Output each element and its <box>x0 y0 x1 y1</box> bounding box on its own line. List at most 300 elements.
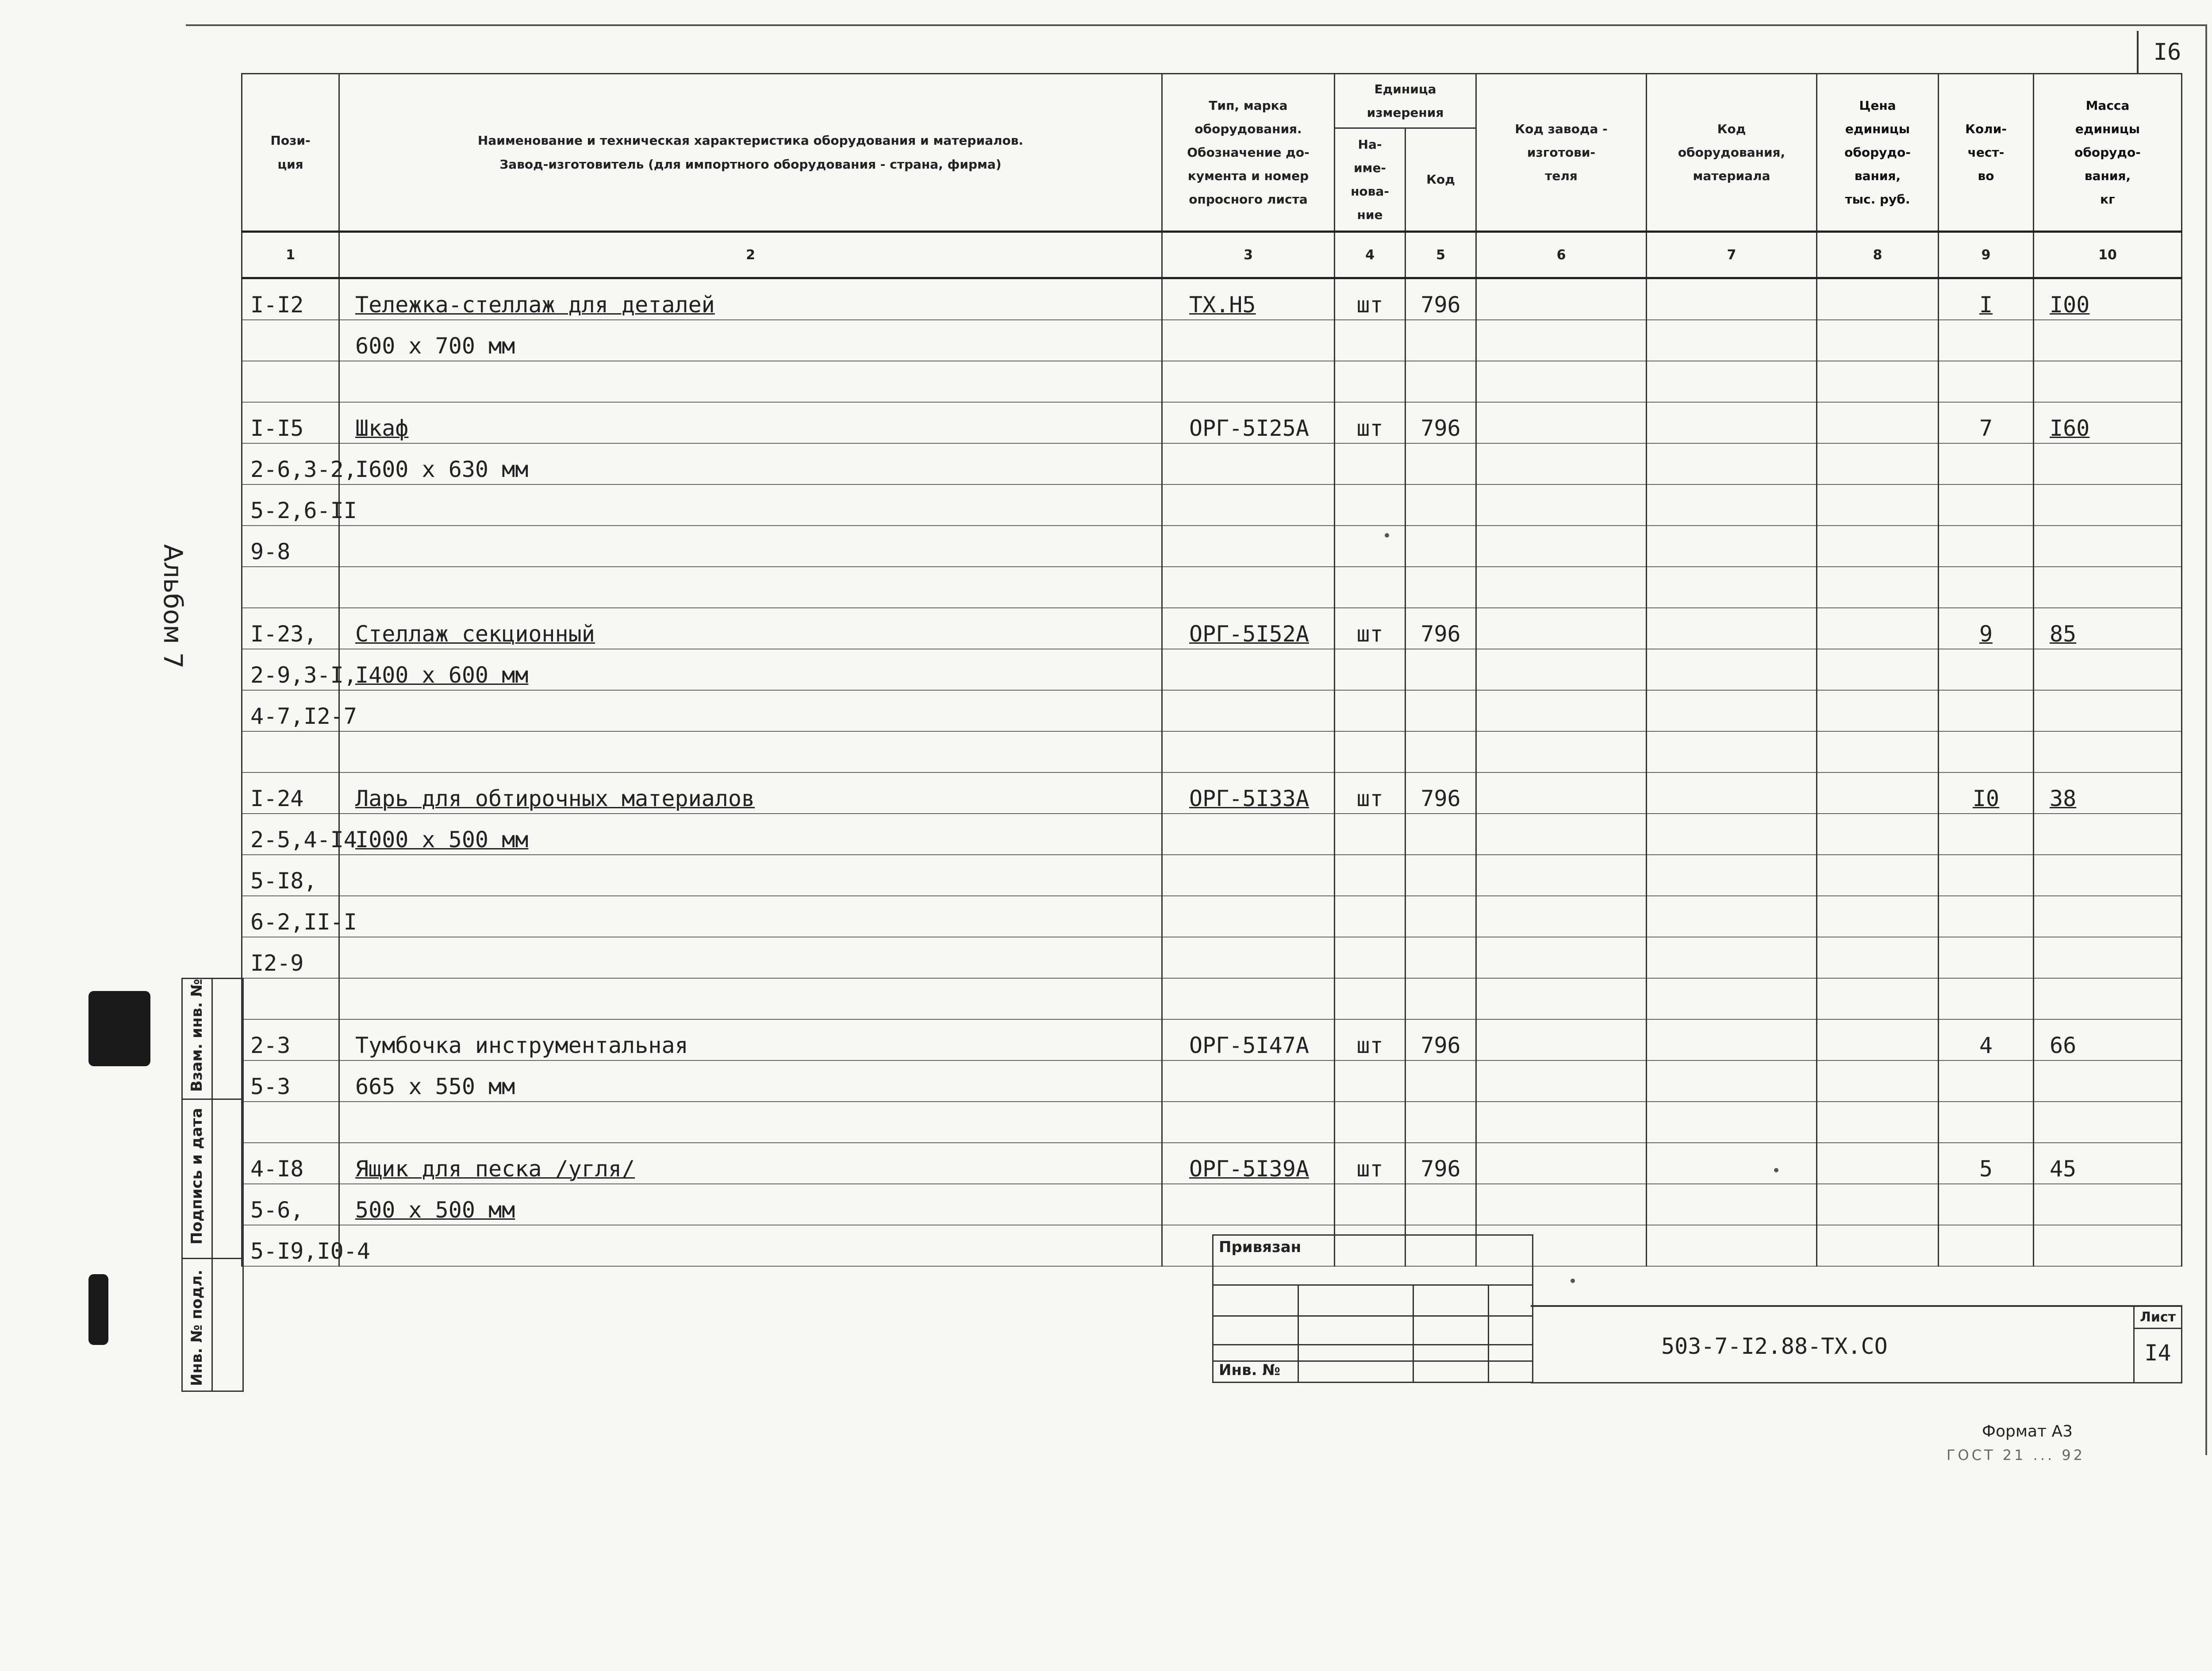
unit-code-cell-text: 796 <box>1421 1033 1461 1058</box>
maker-code-cell <box>1476 484 1647 526</box>
header-unit-code: Код <box>1406 128 1476 232</box>
column-number: 6 <box>1476 232 1647 278</box>
unit-code-cell <box>1406 896 1476 937</box>
position-cell <box>242 978 339 1019</box>
table-row <box>242 484 2182 526</box>
position-cell <box>242 1225 370 1266</box>
table-row <box>242 649 2182 690</box>
price-cell <box>1817 443 1939 484</box>
mass-cell <box>2034 567 2182 608</box>
maker-code-cell <box>1476 731 1647 772</box>
unit-name-cell <box>1335 937 1406 978</box>
unit-name-cell <box>1335 814 1406 855</box>
header-mass: Масса единицы оборудо- вания, кг <box>2034 74 2182 232</box>
stamp-column <box>1413 1284 1414 1382</box>
unit-name-cell <box>1335 1060 1406 1102</box>
position-cell-text: I2-9 <box>250 950 304 976</box>
attached-label: Привязан <box>1219 1238 1302 1256</box>
unit-name-cell-text: шт <box>1356 415 1383 441</box>
type-cell <box>1162 978 1335 1019</box>
type-cell <box>1162 649 1335 690</box>
signature-date-label: Подпись и дата <box>188 1108 206 1245</box>
stamp-column <box>1488 1284 1489 1382</box>
unit-code-cell <box>1406 567 1476 608</box>
type-cell <box>1162 1184 1335 1225</box>
type-cell <box>1162 567 1335 608</box>
mass-cell <box>2034 608 2182 649</box>
scan-speck <box>1385 533 1389 538</box>
table-row <box>242 608 2182 649</box>
equipment-code-cell <box>1647 608 1817 649</box>
type-cell <box>1162 896 1335 937</box>
sheet-box <box>2133 1307 2181 1382</box>
position-cell-text: 5-I9,I0-4 <box>250 1238 370 1264</box>
name-cell-text: Ларь для обтирочных материалов <box>355 786 755 811</box>
position-cell <box>242 484 357 526</box>
maker-code-cell <box>1476 1184 1647 1225</box>
column-number: 5 <box>1406 232 1476 278</box>
mass-cell <box>2034 978 2182 1019</box>
quantity-cell <box>1939 402 2034 443</box>
equipment-code-cell <box>1647 1102 1817 1143</box>
type-cell-text: ОРГ-5I39А <box>1189 1156 1309 1182</box>
unit-code-cell <box>1406 978 1476 1019</box>
maker-code-cell <box>1476 1019 1647 1060</box>
mass-cell <box>2034 278 2182 320</box>
position-cell-text: 5-I8, <box>250 868 317 894</box>
strip-separator-2 <box>183 1258 242 1259</box>
table-row <box>242 361 2182 402</box>
type-cell <box>1162 855 1335 896</box>
album-label: Альбом 7 <box>158 544 188 669</box>
price-cell <box>1817 608 1939 649</box>
maker-code-cell <box>1476 1060 1647 1102</box>
header-unit-group: Единица измерения <box>1335 74 1476 128</box>
quantity-cell <box>1939 978 2034 1019</box>
scan-speck <box>1774 1168 1778 1172</box>
name-cell-text: Шкаф <box>355 415 409 441</box>
position-cell-text: 6-2,II-I <box>250 909 357 935</box>
quantity-cell <box>1939 608 2034 649</box>
price-cell <box>1817 484 1939 526</box>
type-cell <box>1162 1060 1335 1102</box>
unit-code-cell <box>1406 1060 1476 1102</box>
unit-name-cell <box>1335 978 1406 1019</box>
format-label: Формат А3 <box>1982 1422 2073 1441</box>
price-cell <box>1817 278 1939 320</box>
unit-code-cell <box>1406 1019 1476 1060</box>
maker-code-cell <box>1476 608 1647 649</box>
name-cell <box>339 937 1162 978</box>
equipment-code-cell <box>1647 731 1817 772</box>
maker-code-cell <box>1476 772 1647 814</box>
header-maker-code: Код завода - изготови- теля <box>1476 74 1647 232</box>
unit-name-cell <box>1335 484 1406 526</box>
type-cell <box>1162 690 1335 731</box>
unit-code-cell <box>1406 443 1476 484</box>
position-cell <box>242 402 339 443</box>
inv-replaced-label: Взам. инв. № <box>188 979 206 1092</box>
price-cell <box>1817 649 1939 690</box>
name-cell <box>339 526 1162 567</box>
price-cell <box>1817 1225 1939 1266</box>
type-cell-text: ОРГ-5I47А <box>1189 1033 1309 1058</box>
unit-code-cell <box>1406 320 1476 361</box>
unit-code-cell <box>1406 608 1476 649</box>
type-cell-text: ОРГ-5I33А <box>1189 786 1309 811</box>
scan-blot <box>88 1274 108 1345</box>
mass-cell <box>2034 526 2182 567</box>
table-row <box>242 1225 2182 1266</box>
name-cell <box>339 484 1162 526</box>
unit-name-cell-text: шт <box>1356 786 1383 811</box>
unit-code-cell-text: 796 <box>1421 292 1461 318</box>
mass-cell <box>2034 402 2182 443</box>
equipment-code-cell <box>1647 1019 1817 1060</box>
unit-code-cell <box>1406 361 1476 402</box>
position-cell <box>242 608 339 649</box>
position-cell <box>242 443 357 484</box>
position-cell-text: 2-6,3-2, <box>250 457 357 482</box>
mass-cell <box>2034 484 2182 526</box>
column-number-row <box>242 232 2182 278</box>
maker-code-cell <box>1476 814 1647 855</box>
table-row <box>242 1143 2182 1184</box>
unit-name-cell-text: шт <box>1356 621 1383 647</box>
position-cell <box>242 731 339 772</box>
unit-code-cell <box>1406 937 1476 978</box>
unit-code-cell-text: 796 <box>1421 621 1461 647</box>
unit-name-cell <box>1335 402 1406 443</box>
header-quantity: Коли- чест- во <box>1939 74 2034 232</box>
unit-name-cell <box>1335 1143 1406 1184</box>
specification-body <box>242 278 2182 1267</box>
quantity-cell <box>1939 814 2034 855</box>
type-cell <box>1162 814 1335 855</box>
equipment-code-cell <box>1647 690 1817 731</box>
price-cell <box>1817 361 1939 402</box>
maker-code-cell <box>1476 1143 1647 1184</box>
position-cell-text: 4-I8 <box>250 1156 304 1182</box>
sheet-label: Лист <box>2135 1310 2181 1329</box>
quantity-cell-text: 5 <box>1979 1156 1993 1182</box>
table-row <box>242 1184 2182 1225</box>
unit-name-cell <box>1335 526 1406 567</box>
quantity-cell <box>1939 1184 2034 1225</box>
quantity-cell <box>1939 855 2034 896</box>
unit-code-cell-text: 796 <box>1421 1156 1461 1182</box>
quantity-cell <box>1939 1225 2034 1266</box>
unit-code-cell <box>1406 278 1476 320</box>
name-cell-text: I000 х 500 мм <box>355 827 529 853</box>
position-cell-text: 4-7,I2-7 <box>250 703 357 729</box>
quantity-cell <box>1939 361 2034 402</box>
inv-original-label: Инв. № подл. <box>188 1269 206 1386</box>
equipment-code-cell <box>1647 1060 1817 1102</box>
scan-blot <box>88 991 150 1066</box>
type-cell <box>1162 402 1335 443</box>
equipment-code-cell <box>1647 649 1817 690</box>
table-row <box>242 567 2182 608</box>
quantity-cell <box>1939 690 2034 731</box>
unit-name-cell <box>1335 608 1406 649</box>
left-approval-strip <box>181 978 244 1392</box>
table-row <box>242 731 2182 772</box>
equipment-code-cell <box>1647 361 1817 402</box>
mass-cell <box>2034 649 2182 690</box>
position-cell <box>242 772 339 814</box>
maker-code-cell <box>1476 649 1647 690</box>
position-cell-text: 5-2,6-II <box>250 498 357 523</box>
table-row <box>242 814 2182 855</box>
type-cell <box>1162 731 1335 772</box>
mass-cell <box>2034 443 2182 484</box>
position-cell-text: I-24 <box>250 786 304 811</box>
header-name-line2: Завод-изготовитель (для импортного оборудования - страна, фирма) <box>499 157 1002 172</box>
unit-code-cell <box>1406 526 1476 567</box>
name-cell <box>339 1225 1162 1266</box>
type-cell <box>1162 320 1335 361</box>
mass-cell <box>2034 896 2182 937</box>
name-cell-text: Тумбочка инструментальная <box>355 1033 688 1058</box>
price-cell <box>1817 1102 1939 1143</box>
unit-name-cell <box>1335 278 1406 320</box>
position-cell <box>242 1184 339 1225</box>
unit-code-cell <box>1406 731 1476 772</box>
attached-stamp <box>1212 1234 1533 1383</box>
quantity-cell-text: I0 <box>1972 786 2000 811</box>
name-cell-text: Тележка-стеллаж для деталей <box>355 292 715 318</box>
unit-code-cell <box>1406 649 1476 690</box>
stamp-inv-label: Инв. № <box>1219 1361 1281 1379</box>
quantity-cell <box>1939 443 2034 484</box>
maker-code-cell <box>1476 320 1647 361</box>
equipment-code-cell <box>1647 526 1817 567</box>
mass-cell <box>2034 814 2182 855</box>
equipment-code-cell <box>1647 443 1817 484</box>
equipment-code-cell <box>1647 567 1817 608</box>
position-cell-text: 5-6, <box>250 1197 304 1223</box>
table-row <box>242 937 2182 978</box>
strip-divider <box>211 979 213 1391</box>
position-cell <box>242 526 339 567</box>
position-cell <box>242 361 339 402</box>
quantity-cell <box>1939 1102 2034 1143</box>
mass-cell <box>2034 1102 2182 1143</box>
mass-cell-text: 38 <box>2050 786 2077 811</box>
type-cell-text: ОРГ-5I25А <box>1189 415 1309 441</box>
quantity-cell <box>1939 526 2034 567</box>
quantity-cell-text: 7 <box>1979 415 1993 441</box>
name-cell-text: I400 х 600 мм <box>355 662 529 688</box>
unit-code-cell-text: 796 <box>1421 415 1461 441</box>
header-name <box>339 74 1162 232</box>
name-cell <box>339 402 1162 443</box>
unit-name-cell <box>1335 443 1406 484</box>
quantity-cell-text: 9 <box>1979 621 1993 647</box>
mass-cell <box>2034 937 2182 978</box>
name-cell <box>339 567 1162 608</box>
scan-speck <box>1571 1279 1575 1283</box>
column-number: 10 <box>2034 232 2182 278</box>
position-cell <box>242 567 339 608</box>
unit-name-cell <box>1335 1184 1406 1225</box>
position-cell <box>242 1102 339 1143</box>
equipment-code-cell <box>1647 484 1817 526</box>
price-cell <box>1817 772 1939 814</box>
name-cell <box>339 361 1162 402</box>
document-code: 503-7-I2.88-ТХ.СО <box>1661 1333 1888 1359</box>
unit-name-cell <box>1335 690 1406 731</box>
type-cell <box>1162 361 1335 402</box>
sheet-number: I4 <box>2144 1340 2171 1366</box>
unit-code-cell-text: 796 <box>1421 786 1461 811</box>
column-number: 2 <box>339 232 1162 278</box>
quantity-cell <box>1939 772 2034 814</box>
header-equipment-code: Код оборудования, материала <box>1647 74 1817 232</box>
equipment-code-cell <box>1647 896 1817 937</box>
position-cell-text: 2-3 <box>250 1033 291 1058</box>
position-cell <box>242 1060 339 1102</box>
price-cell <box>1817 855 1939 896</box>
maker-code-cell <box>1476 443 1647 484</box>
equipment-code-cell <box>1647 1184 1817 1225</box>
unit-code-cell <box>1406 690 1476 731</box>
name-cell <box>339 1184 1162 1225</box>
type-cell-text: ТХ.Н5 <box>1189 292 1256 318</box>
column-number: 3 <box>1162 232 1335 278</box>
name-cell <box>339 443 1162 484</box>
table-row <box>242 1060 2182 1102</box>
quantity-cell <box>1939 649 2034 690</box>
position-cell <box>242 814 357 855</box>
mass-cell-text: 85 <box>2050 621 2077 647</box>
price-cell <box>1817 526 1939 567</box>
unit-code-cell <box>1406 855 1476 896</box>
position-cell <box>242 278 339 320</box>
stamp-column <box>1298 1284 1299 1382</box>
column-number: 1 <box>242 232 339 278</box>
equipment-code-cell <box>1647 855 1817 896</box>
name-cell <box>339 855 1162 896</box>
name-cell-text: I600 х 630 мм <box>355 457 529 482</box>
table-row <box>242 526 2182 567</box>
maker-code-cell <box>1476 361 1647 402</box>
mass-cell <box>2034 772 2182 814</box>
mass-cell <box>2034 1143 2182 1184</box>
price-cell <box>1817 567 1939 608</box>
name-cell <box>339 731 1162 772</box>
type-cell <box>1162 608 1335 649</box>
unit-code-cell <box>1406 1184 1476 1225</box>
specification-table <box>241 73 2182 1267</box>
table-row <box>242 1102 2182 1143</box>
name-cell <box>339 690 1162 731</box>
maker-code-cell <box>1476 526 1647 567</box>
column-number: 4 <box>1335 232 1406 278</box>
mass-cell-text: 45 <box>2050 1156 2077 1182</box>
name-cell-text: 665 х 550 мм <box>355 1074 515 1099</box>
quantity-cell <box>1939 1060 2034 1102</box>
unit-name-cell <box>1335 855 1406 896</box>
name-cell-text: Ящик для песка /угля/ <box>355 1156 635 1182</box>
equipment-code-cell <box>1647 978 1817 1019</box>
maker-code-cell <box>1476 937 1647 978</box>
header-price: Цена единицы оборудо- вания, тыс. руб. <box>1817 74 1939 232</box>
type-cell-text: ОРГ-5I52А <box>1189 621 1309 647</box>
position-cell <box>242 649 357 690</box>
name-cell <box>339 772 1162 814</box>
quantity-cell <box>1939 567 2034 608</box>
unit-code-cell <box>1406 1143 1476 1184</box>
name-cell-text: Стеллаж секционный <box>355 621 595 647</box>
quantity-cell <box>1939 1019 2034 1060</box>
price-cell <box>1817 690 1939 731</box>
position-cell <box>242 1019 339 1060</box>
mass-cell <box>2034 1019 2182 1060</box>
table-row <box>242 690 2182 731</box>
quantity-cell <box>1939 278 2034 320</box>
type-cell <box>1162 526 1335 567</box>
price-cell <box>1817 814 1939 855</box>
title-block <box>1531 1305 2182 1383</box>
position-cell-text: 2-5,4-I4 <box>250 827 357 853</box>
equipment-code-cell <box>1647 278 1817 320</box>
name-cell <box>339 1060 1162 1102</box>
unit-name-cell <box>1335 649 1406 690</box>
type-cell <box>1162 443 1335 484</box>
price-cell <box>1817 896 1939 937</box>
quantity-cell <box>1939 731 2034 772</box>
gost-label: ГОСТ 21 ... 92 <box>1947 1447 2085 1464</box>
maker-code-cell <box>1476 278 1647 320</box>
type-cell <box>1162 937 1335 978</box>
price-cell <box>1817 731 1939 772</box>
name-cell <box>339 278 1162 320</box>
type-cell <box>1162 1019 1335 1060</box>
price-cell <box>1817 1184 1939 1225</box>
position-cell <box>242 1143 339 1184</box>
unit-code-cell <box>1406 402 1476 443</box>
header-position: Пози- ция <box>242 74 339 232</box>
maker-code-cell <box>1476 402 1647 443</box>
unit-name-cell <box>1335 361 1406 402</box>
strip-separator-1 <box>183 1099 242 1100</box>
unit-name-cell <box>1335 731 1406 772</box>
name-cell-text: 600 х 700 мм <box>355 333 515 359</box>
top-sheet-number: I6 <box>2137 31 2196 73</box>
equipment-code-cell <box>1647 772 1817 814</box>
mass-cell <box>2034 1225 2182 1266</box>
name-cell <box>339 814 1162 855</box>
table-row <box>242 402 2182 443</box>
mass-cell-text: I00 <box>2050 292 2090 318</box>
position-cell <box>242 320 339 361</box>
mass-cell <box>2034 320 2182 361</box>
position-cell <box>242 690 357 731</box>
column-number: 7 <box>1647 232 1817 278</box>
maker-code-cell <box>1476 690 1647 731</box>
price-cell <box>1817 937 1939 978</box>
type-cell <box>1162 1102 1335 1143</box>
equipment-code-cell <box>1647 320 1817 361</box>
type-cell <box>1162 772 1335 814</box>
mass-cell <box>2034 855 2182 896</box>
equipment-code-cell <box>1647 1225 1817 1266</box>
unit-name-cell <box>1335 896 1406 937</box>
unit-name-cell <box>1335 320 1406 361</box>
table-row <box>242 855 2182 896</box>
